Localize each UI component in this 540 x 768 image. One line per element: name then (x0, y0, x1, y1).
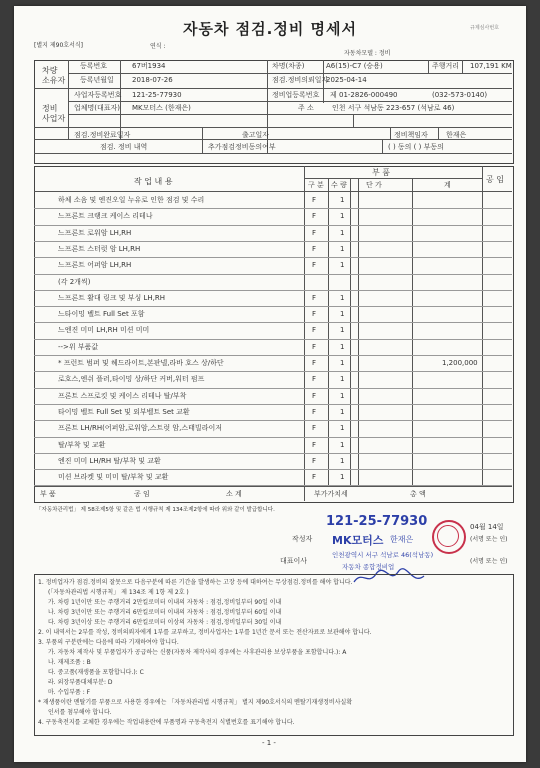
note-line: 다. 중고품(재생품을 포함합니다.): C (48, 669, 144, 676)
address-value: 인천 서구 석남동 223-657 (석남로 46) (332, 104, 455, 112)
row-work-text: (각 2개씩) (58, 277, 91, 286)
row-kind: F (312, 228, 317, 237)
row-kind: F (312, 473, 317, 482)
row-work-text: 타이밍 벨트 Full Set 및 외부벨트 Set 교환 (58, 407, 190, 416)
row-work-text: 탈/부착 및 교환 (58, 440, 106, 449)
first-reg-label: 등록년월일 (80, 76, 114, 84)
row-work-text: 느프론트 어퍼암 LH,RH (58, 261, 132, 270)
note-line: 나. 차령 3년이만 또는 주행거리 6만킬로미터 이내의 자동차 : 점검,정비일부터 60일 이내 (48, 609, 282, 616)
row-divider (34, 306, 512, 307)
row-divider (34, 404, 512, 405)
subtotal-label: 소 계 (226, 490, 242, 498)
col-work-header: 작 업 내 용 (134, 177, 173, 186)
row-kind: F (312, 359, 317, 367)
row-qty: 1 (340, 342, 345, 351)
row-kind: F (312, 375, 317, 384)
out-date-label: 출고일자 (242, 131, 270, 139)
repair-date-value: 2025-04-14 (326, 76, 367, 84)
row-work-text: 느프론트 활대 링크 및 부싱 LH,RH (58, 293, 166, 302)
row-work-text: * 프런트 범퍼 및 헤드라이트,본판넬,라바 호스 상/하단 (58, 359, 224, 367)
note-line: 가. 자동차 제작사 및 부품업자가 공급하는 신품(자동차 제작사의 경우에는 사후관리용 보상부품을 포함합니다.): A (48, 649, 347, 656)
done-date-label: 점검.정비완료일자 (74, 131, 131, 139)
rep-label: 대표이사 (280, 557, 308, 565)
total-labor-label: 공 임 (134, 490, 150, 498)
form-number: [별지 제90호서식] (34, 42, 83, 49)
note-line: 2. 이 내역서는 2부를 작성, 정비의뢰자에게 1부를 교부하고, 정비사업자는 1부를 1년간 문서 또는 전산자료로 보관해야 합니다. (38, 629, 372, 636)
row-divider (34, 322, 512, 323)
row-qty: 1 (340, 359, 345, 367)
shop-section-label: 정비 사업자 (42, 104, 66, 123)
repair-date-label: 점검.정비의뢰일자 (272, 76, 329, 84)
owner-section-label: 차량 소유자 (42, 66, 66, 85)
mileage-value: 107,191 KM (470, 62, 512, 70)
row-amount: 1,200,000 (442, 359, 478, 367)
row-kind: F (312, 293, 317, 302)
row-kind: F (312, 261, 317, 270)
row-qty: 1 (340, 473, 345, 482)
row-divider (34, 371, 512, 372)
col-amount-header: 계 (444, 181, 451, 189)
row-kind: F (312, 244, 317, 253)
row-qty: 1 (340, 261, 345, 270)
row-divider (34, 420, 512, 421)
company-seal (432, 520, 466, 554)
shop-reg-value: 제 01-2826-000490 (330, 91, 398, 99)
row-qty: 1 (340, 440, 345, 449)
note-line: 4. 구동축전지를 교체한 경우에는 작업내용란에 부품명과 구동축전지 식별번호를 표기해야 합니다. (38, 719, 295, 726)
note-line: 나. 재제조품 : B (48, 659, 91, 666)
row-work-text: 미션 브라켓 및 미미 탈/부착 및 교환 (58, 473, 169, 482)
row-qty: 1 (340, 407, 345, 416)
stamp-sub: 자동차 종합정비업 (342, 563, 395, 571)
row-qty: 1 (340, 310, 345, 319)
row-divider (34, 241, 512, 242)
note-line: * 재생품이란 멘탈기를 부품으로 사용한 경우에는 「자동차관리법 시행규칙」 별지 제90호서식의 멘탈기재생정비사실확 (38, 699, 353, 706)
row-kind: F (312, 456, 317, 465)
address-label: 주 소 (298, 104, 314, 112)
total-label: 총 액 (410, 490, 426, 498)
note-line: 마. 수입부품 : F (48, 689, 91, 696)
stamp-address: 인천광역시 서구 석남로 46(석남동) (332, 551, 434, 559)
writer-sign-label: (서명 또는 인) (470, 536, 508, 543)
row-work-text: 프론트 LH/RH(어퍼암,로워암,스트럿 암,스태빌라이저 (58, 424, 222, 433)
row-divider (34, 257, 512, 258)
row-divider (34, 485, 512, 486)
rep-sign-label: (서명 또는 인) (470, 558, 508, 565)
row-qty: 1 (340, 228, 345, 237)
col-kind-header: 구 분 (308, 181, 324, 189)
row-work-text: 느타이밍 벨트 Full Set 포함 (58, 310, 145, 319)
stamp-rep-name: 한재은 (390, 535, 414, 544)
row-divider (34, 225, 512, 226)
vat-label: 부가가치세 (314, 490, 348, 498)
vehicle-name-label: 차명(차종) (272, 62, 305, 70)
row-work-text: -->위 부품값 (58, 342, 99, 351)
row-divider (34, 339, 512, 340)
row-kind: F (312, 196, 317, 204)
form-version: 연식 : (150, 43, 166, 50)
shop-name-value: MK모터스 (한재은) (132, 104, 191, 112)
writer-label: 작성자 (292, 535, 313, 543)
note-line: 3. 부품의 구분란에는 다음에 따라 기재하여야 합니다. (38, 639, 179, 646)
row-divider (34, 208, 512, 209)
stamp-biz-no: 121-25-77930 (326, 514, 428, 529)
row-divider (34, 290, 512, 291)
total-parts-label: 부 품 (40, 490, 56, 498)
row-work-text: 프론트 스프로킷 및 케이스 리테나 탈/부착 (58, 391, 187, 400)
row-kind: F (312, 342, 317, 351)
first-reg-value: 2018-07-26 (132, 76, 173, 84)
note-line: 다. 차령 3년이상 또는 주행거리 6만킬로미터 이상의 자동차 : 점검,정비일부터 30일 이내 (48, 619, 282, 626)
vehicle-name-value: A6(15)-C7 (승용) (326, 62, 383, 70)
row-qty: 1 (340, 326, 345, 335)
row-work-text: 로호스,엔쉬 플러,타이밍 상/하단 커버,워터 펌프 (58, 375, 205, 384)
top-right-mark: 규제심사번호 (470, 25, 499, 31)
model-label: 자동차모델 : 정비 (344, 50, 391, 57)
note-line: (「자동차관리법 시행규칙」 제 134조 제 1항 제 2호 ) (48, 589, 189, 596)
note-line: 가. 차령 1년이만 또는 주행거리 2만킬로미터 이내의 자동차 : 점검,정비일부터 90일 이내 (48, 599, 282, 606)
biz-no-label: 사업자등록번호 (74, 91, 122, 99)
warranty-label: 추가점검정비동의여부 (208, 143, 276, 151)
row-work-text: 느프론트 스터럿 암 LH,RH (58, 244, 141, 253)
row-qty: 1 (340, 375, 345, 384)
col-unit-header: 단 가 (366, 181, 382, 189)
shop-name-label: 업체명(대표자) (74, 104, 121, 112)
row-work-text: 느엔진 미미 LH,RH 미션 미미 (58, 326, 150, 335)
warranty-value: ( ) 동의 ( ) 부동의 (388, 143, 444, 151)
row-kind: F (312, 391, 317, 400)
row-work-text: 느프론트 크랭크 케이스 리테나 (58, 212, 153, 221)
row-kind: F (312, 326, 317, 335)
issue-date: 04월 14일 (470, 523, 504, 531)
note-line: 1. 정비업자가 점검.정비의 잘못으로 다음구분에 따른 기간을 발생하는 고장 등에 대하여는 무상점검.정비를 해야 합니다. (38, 579, 353, 586)
page-number: - 1 - (262, 739, 276, 747)
row-work-text: 느프론트 로워암 LH,RH (58, 228, 132, 237)
row-divider (34, 469, 512, 470)
row-kind: F (312, 424, 317, 433)
row-divider (34, 274, 512, 275)
detail-label: 점검. 정비 내역 (100, 143, 148, 151)
row-qty: 1 (340, 212, 345, 221)
row-kind: F (312, 440, 317, 449)
col-parts-header: 부 품 (372, 168, 390, 177)
row-work-text: 엔진 미미 LH/RH 탈/부착 및 교환 (58, 456, 161, 465)
law-note: 「자동차관리법」 제 58조제5항 및 같은 법 시행규칙 제 134조제2항에 따라 위와 같이 발급합니다. (36, 507, 275, 513)
reg-no-value: 67버1934 (132, 62, 166, 70)
responsible-value: 한재은 (446, 131, 467, 139)
row-divider (34, 355, 512, 356)
row-qty: 1 (340, 424, 345, 433)
biz-no-value: 121-25-77930 (132, 91, 182, 99)
row-qty: 1 (340, 244, 345, 253)
shop-phone: (032-573-0140) (432, 91, 488, 99)
row-kind: F (312, 407, 317, 416)
reg-no-label: 등록번호 (80, 62, 108, 70)
page-title: 자동차 점검.정비 명세서 (182, 20, 358, 38)
row-divider (34, 453, 512, 454)
row-work-text: 하체 소음 및 엔진오일 누유로 인한 점검 및 수리 (58, 196, 205, 204)
row-qty: 1 (340, 196, 345, 204)
document-page (14, 6, 526, 762)
note-line: 라. 외장부품대체부분: D (48, 679, 113, 686)
responsible-label: 정비책임자 (394, 131, 428, 139)
stamp-shop-name: MK모터스 (332, 534, 384, 547)
row-kind: F (312, 212, 317, 221)
col-labor-header: 공 임 (486, 175, 504, 184)
row-divider (34, 437, 512, 438)
col-qty-header: 수 량 (331, 181, 347, 189)
row-qty: 1 (340, 456, 345, 465)
row-qty: 1 (340, 293, 345, 302)
shop-reg-label: 정비업등록번호 (272, 91, 320, 99)
note-line: 인서를 첨부해야 합니다. (48, 709, 112, 716)
row-divider (34, 388, 512, 389)
row-qty: 1 (340, 391, 345, 400)
mileage-label: 주행거리 (432, 62, 460, 70)
row-kind: F (312, 310, 317, 319)
